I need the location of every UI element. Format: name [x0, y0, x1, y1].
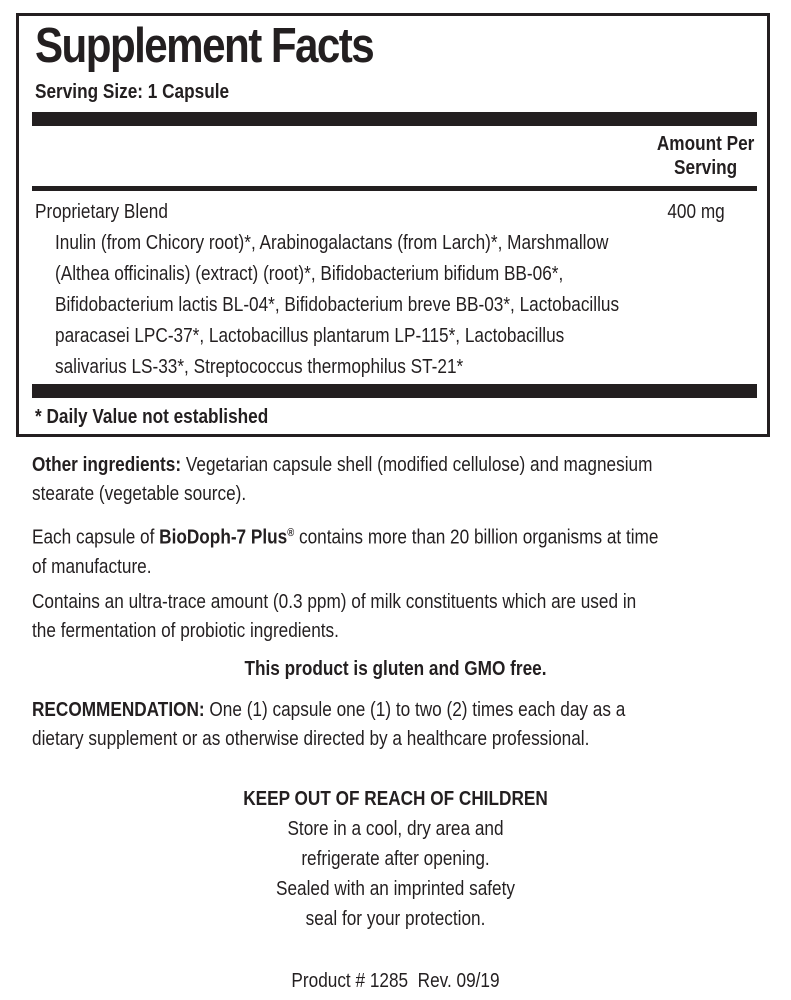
other-ingredients-text: stearate (vegetable source).: [32, 483, 247, 505]
storage-warning: [0, 784, 791, 934]
gluten-gmo-note: [0, 654, 791, 684]
ingredient-line: paracasei LPC-37*, Lactobacillus plantarum LP-115*, Lactobacillus: [55, 325, 565, 347]
capsule-info: [32, 519, 760, 582]
daily-value-footnote: * Daily Value not established: [35, 406, 269, 428]
gluten-gmo-text: This product is gluten and GMO free.: [244, 658, 547, 680]
thick-divider: [32, 384, 757, 398]
amount-header-line: Serving: [673, 157, 737, 179]
amount-per-serving-header: [657, 132, 754, 180]
warning-line: Store in a cool, dry area and: [287, 818, 504, 840]
supplement-facts-panel: [16, 13, 770, 437]
milk-note-line: Contains an ultra-trace amount (0.3 ppm) of milk constituents which are used in: [32, 591, 637, 613]
ingredient-line: Inulin (from Chicory root)*, Arabinogalactans (from Larch)*, Marshmallow: [55, 232, 609, 254]
blend-amount: 400 mg: [667, 201, 725, 223]
other-ingredients-text: Vegetarian capsule shell (modified cellulose) and magnesium: [181, 454, 653, 476]
product-code-text: Product # 1285 Rev. 09/19: [291, 970, 500, 992]
ingredient-line: Bifidobacterium lactis BL-04*, Bifidobacterium breve BB-03*, Lactobacillus: [55, 294, 620, 316]
other-ingredients: [32, 451, 753, 509]
warning-line: refrigerate after opening.: [301, 848, 490, 870]
capsule-info-text: Each capsule of: [32, 526, 160, 549]
blend-ingredients: [55, 228, 711, 383]
thick-divider: [32, 112, 757, 126]
milk-note: [32, 588, 735, 646]
serving-size: Serving Size: 1 Capsule: [35, 81, 230, 103]
recommendation-label: RECOMMENDATION:: [32, 699, 205, 721]
product-name: BioDoph-7 Plus: [159, 526, 288, 549]
recommendation-text: dietary supplement or as otherwise directed by a healthcare professional.: [32, 728, 590, 750]
milk-note-line: the fermentation of probiotic ingredients.: [32, 620, 339, 642]
warning-heading: KEEP OUT OF REACH OF CHILDREN: [243, 788, 548, 810]
recommendation-text: One (1) capsule one (1) to two (2) times each day as a: [204, 699, 626, 721]
product-code: [0, 966, 791, 996]
facts-title: Supplement Facts: [35, 19, 374, 73]
capsule-info-text: of manufacture.: [32, 555, 152, 578]
warning-line: Sealed with an imprinted safety: [275, 878, 516, 900]
ingredient-line: salivarius LS-33*, Streptococcus thermophilus ST-21*: [55, 356, 464, 378]
recommendation: [32, 696, 722, 754]
other-ingredients-label: Other ingredients:: [32, 454, 182, 476]
blend-name: Proprietary Blend: [35, 201, 168, 223]
thin-divider: [32, 186, 757, 191]
capsule-info-text: contains more than 20 billion organisms at time: [294, 526, 659, 549]
amount-header-line: Amount Per: [656, 133, 754, 155]
registered-mark: ®: [287, 527, 295, 539]
ingredient-line: (Althea officinalis) (extract) (root)*, Bifidobacterium bifidum BB-06*,: [55, 263, 564, 285]
warning-line: seal for your protection.: [305, 908, 486, 930]
